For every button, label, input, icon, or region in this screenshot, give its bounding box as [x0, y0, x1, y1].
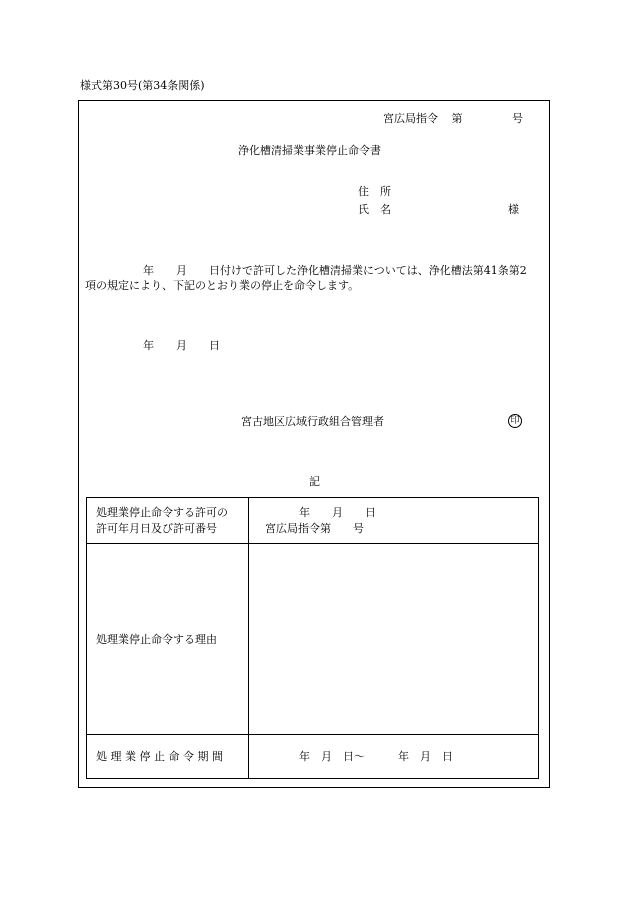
period-label-cell: 処 理 業 停 止 命 令 期 間: [87, 735, 249, 779]
permit-label-line1: 処理業停止命令する許可の: [96, 506, 228, 519]
table-row: [87, 735, 539, 779]
reason-label-cell: 処理業停止命令する理由: [87, 544, 249, 735]
name-label: 氏 名: [358, 203, 391, 216]
reference-gou: 号: [512, 112, 523, 125]
permit-label-cell: [87, 498, 249, 544]
ki-heading: 記: [309, 475, 320, 488]
permit-date: 年 月 日: [299, 506, 376, 519]
body-line-1: 年 月 日付けで許可した浄化槽清掃業については、浄化槽法第41条第2: [143, 264, 527, 277]
body-line-2: 項の規定により、下記のとおり業の停止を命令します。: [85, 279, 360, 292]
honorific: 様: [508, 203, 519, 216]
address-label: 住 所: [358, 185, 391, 198]
period-value: 年 月 日〜 年 月 日: [299, 750, 453, 763]
reference-prefix: 宮広局指令: [383, 112, 438, 125]
permit-label-line2: 許可年月日及び許可番号: [96, 522, 217, 535]
reference-dai: 第: [451, 112, 463, 125]
table-row: [87, 544, 539, 735]
issue-date: 年 月 日: [143, 339, 220, 352]
period-value-cell: [249, 735, 539, 779]
reason-value-cell: [249, 544, 539, 735]
permit-number: 宮広局指令第 号: [265, 522, 364, 535]
seal-icon: 印: [508, 414, 522, 428]
permit-value-cell: [249, 498, 539, 544]
form-number: 様式第30号(第34条関係): [80, 79, 205, 92]
document-title: 浄化槽清掃業事業停止命令書: [238, 144, 381, 157]
reference-number: [383, 113, 523, 124]
issuer-name: 宮古地区広域行政組合管理者: [241, 415, 384, 428]
table-row: [87, 498, 539, 544]
detail-table: [86, 497, 539, 779]
